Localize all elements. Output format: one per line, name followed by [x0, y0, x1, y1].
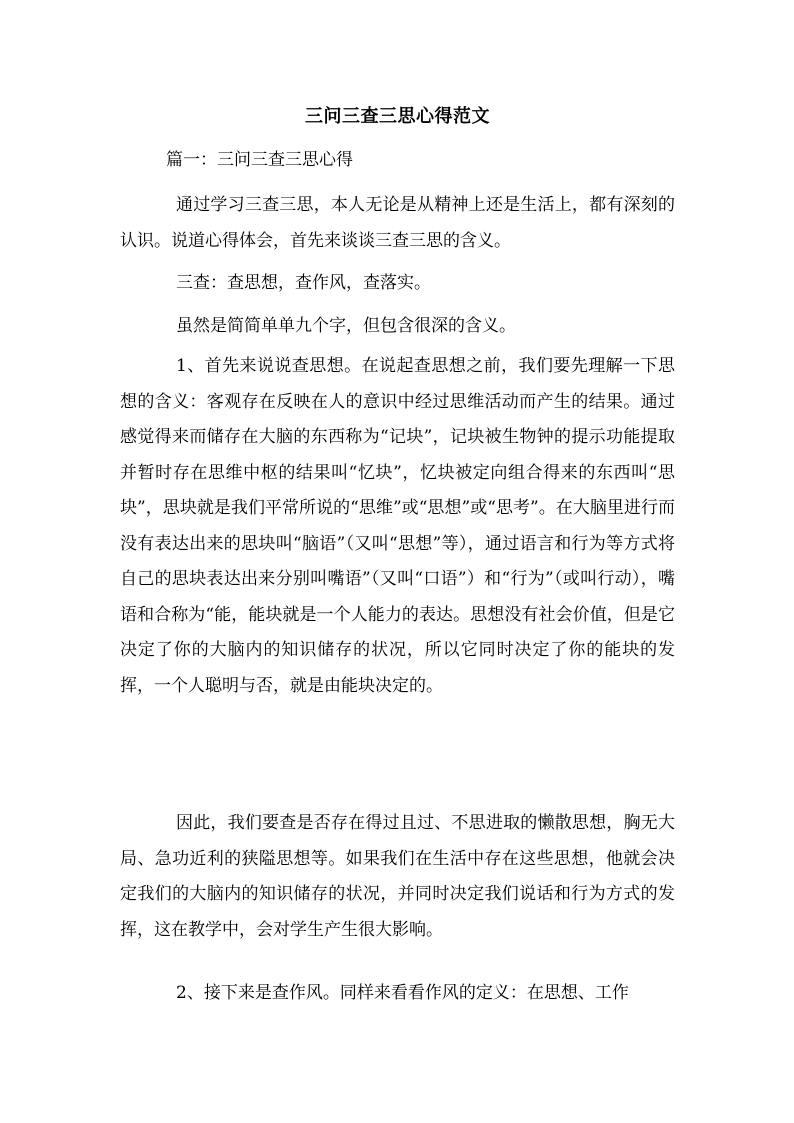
- section-heading: 篇一：三问三查三思心得: [166, 150, 353, 170]
- paragraph-check-style: 2、接下来是查作风。同样来看看作风的定义：在思想、工作: [176, 983, 629, 1003]
- paragraph-three-checks: 三查：查思想，查作风，查落实。: [176, 273, 431, 293]
- paragraph-check-thought: 1、首先来说说查思想。在说起查思想之前，我们要先理解一下思想的含义：客观存在反映在人的意识中经过思维活动而产生的结果。通过感觉得来而储存在大脑的东西称为“记块”，记块被生物钟的提示功能提取并暂时存在思维中枢的结果叫“忆块”，忆块被定向组合得来的东西叫“思块”，思块就是我们平常所说的“思维”或“思想”或“思考”。在大脑里进行而没有表达出来的思块叫“脑语”（又叫“思想”等），通过语言和行为等方式将自己的思块表达出来分别叫嘴语”（又叫“口语”）和“行为”（或叫行动），嘴语和合称为“能，能块就是一个人能力的表达。思想没有社会价值，但是它决定了你的大脑内的知识储存的状况，所以它同时决定了你的能块的发挥，一个人聪明与否，就是由能块决定的。: [120, 356, 675, 696]
- paragraph-nine-characters: 虽然是简简单单九个字，但包含很深的含义。: [176, 316, 516, 336]
- paragraph-intro: 通过学习三查三思，本人无论是从精神上还是生活上，都有深刻的认识。说道心得体会，首先来谈谈三查三思的含义。: [120, 195, 675, 251]
- paragraph-therefore: 因此，我们要查是否存在得过且过、不思进取的懒散思想，胸无大局、急功近利的狭隘思想等。如果我们在生活中存在这些思想，他就会决定我们的大脑内的知识储存的状况，并同时决定我们说话和行为方式的发挥，这在教学中，会对学生产生很大影响。: [120, 813, 675, 940]
- document-title: 三问三查三思心得范文: [305, 106, 490, 127]
